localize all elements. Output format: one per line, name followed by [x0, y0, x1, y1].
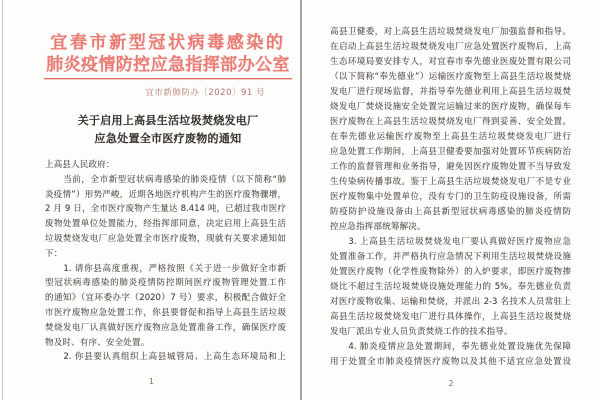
body-line: 控应急指挥部统筹解决。: [330, 222, 426, 232]
page-2-body: [330, 25, 571, 370]
body-line: 在启动上高县生活垃圾焚烧发电厂应急处置医疗废物后，上高: [330, 42, 571, 52]
body-line: 市医疗废物应急处置工作，你县要督促和指导上高县生活垃圾: [45, 307, 286, 318]
page-2: [302, 0, 600, 400]
body-line: 上高县人民政府：: [45, 160, 115, 170]
body-line: 处置医疗废物（化学性废物除外）的入炉要求，即医疗废物掺: [330, 267, 571, 277]
title-line1: 关于启用上高县生活垃圾焚烧发电厂: [77, 114, 259, 127]
body-line: 的通知》（宜环委办字（2020）7 号）要求，积极配合做好全: [45, 293, 286, 304]
body-line: 炎疫情”）形势严峻，近期各地医疗机构产生的医疗废物骤增，: [45, 189, 286, 200]
body-line: 生传染病传播事故。鉴于上高县生活垃圾焚烧发电厂不是专业: [330, 177, 571, 187]
body-line: 用于处置全市肺炎疫情医疗废物以及其他不适宜应急处置设: [330, 357, 571, 367]
body-line: 高县生活垃圾焚烧发电厂进行具体操作，上高县生活垃圾焚烧: [330, 312, 571, 322]
letterhead-line1: 宜春市新型冠状病毒感染的: [50, 33, 286, 53]
document-title: [45, 112, 291, 147]
body-line: 3. 上高县生活垃圾焚烧发电厂要认真做好医疗废物应急: [330, 237, 571, 247]
body-line: 处置准备工作，并严格执行应急情况下利用生活垃圾焚烧设施: [330, 252, 571, 262]
body-line: 下：: [45, 248, 63, 259]
body-line: 焚烧发电厂认真做好医疗废物应急处置准备工作，确保医疗废: [45, 322, 286, 333]
body-line: 防疫防护设施设备由上高县新型冠状病毒感染的肺炎疫情防: [330, 207, 571, 217]
body-line: 在奉先德业运输医疗废物至上高县生活垃圾焚烧发电厂进行: [330, 132, 571, 142]
page-1: [3, 0, 300, 400]
body-line: 发电厂派出专业人员负责焚烧工作的技术指导。: [330, 327, 513, 337]
page-2-number: 2: [448, 379, 454, 388]
page-1-number: 1: [149, 377, 154, 386]
body-line: 2 月 9 日，全市医疗废物产生量达 8.414 吨，已超过我市医疗: [45, 204, 286, 215]
title-line2: 应急处置全市医疗废物的通知: [94, 131, 242, 145]
body-line: 工作的监督管理和业务指导，避免因医疗废物处置不当导致发: [330, 162, 571, 172]
body-line: 当前，全市新型冠状病毒感染的肺炎疫情（以下简称“肺: [45, 174, 286, 185]
body-line: 物及时、有序、安全处置。: [45, 337, 150, 348]
body-line: 垃圾焚烧发电厂应急处置全市医疗废物，现就有关要求通知如: [45, 233, 286, 244]
body-line: 应急处置工作期间，上高县卫健委要加强对处置环节疾病防治: [330, 147, 571, 157]
body-line: 烧发电厂焚烧设施安全处置完运输过来的医疗废物，确保每车: [330, 102, 571, 112]
body-line: 废物处置单位处置能力，经指挥部同意，决定启用上高县生活: [45, 219, 286, 230]
body-line: 烧比不超过生活垃圾焚烧设施处理能力的 5%。奉先德业负责: [330, 282, 571, 292]
letterhead-red-rule: [44, 78, 292, 79]
letterhead: [45, 32, 291, 76]
body-line: 1. 请你县高度重视，严格按照《关于进一步做好全市新: [45, 263, 286, 274]
body-line: 医疗废物在上高县生活垃圾焚烧发电厂得到妥善、安全处置。: [330, 117, 571, 127]
body-line: 高县卫健委，对上高县生活垃圾焚烧发电厂加强监督和指导。: [330, 27, 571, 37]
body-line: 生态环境局要安排专人，对宜春市奉先德业医废处置有限公司: [330, 57, 571, 67]
body-line: 型冠状病毒感染的肺炎疫情防控期间医疗废物管理处置工作: [45, 278, 286, 289]
body-line: 医疗废物集中处置单位，没有专门的卫生防疫设施设备，所需: [330, 192, 571, 202]
letterhead-line2: 肺炎疫情防控应急指挥部办公室: [46, 55, 290, 75]
document-number: 宜市新肺防办〔2020〕91 号: [145, 88, 265, 98]
body-line: 4. 肺炎疫情应急处置期间，奉先德业处置设施优先保障: [330, 342, 571, 352]
body-line: （以下简称“奉先德业”）运输医疗废物至上高县生活垃圾焚烧: [330, 72, 571, 82]
page-1-body: [45, 158, 286, 365]
body-line: 2. 你县要认真组织上高县城管局、上高生态环境局和上: [45, 352, 286, 363]
body-line: 对医疗废物收集、运输和焚烧，并派出 2-3 名技术人员常驻上: [330, 297, 571, 307]
body-line: 发电厂进行现场监督，并指导奉先德业利用上高县生活垃圾焚: [330, 87, 571, 97]
